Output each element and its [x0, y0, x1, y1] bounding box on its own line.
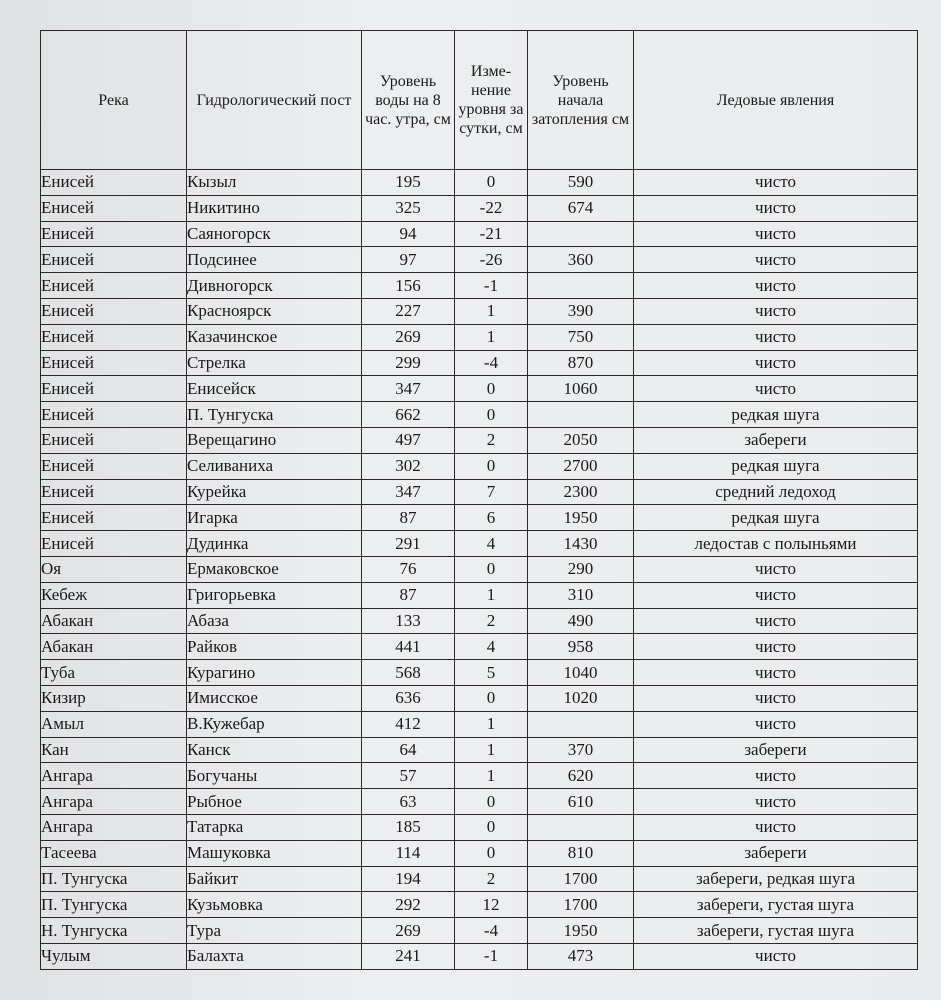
cell-level-change: 5	[455, 660, 528, 686]
cell-water-level: 87	[362, 505, 455, 531]
cell-flood-level	[528, 402, 634, 428]
cell-post: Красноярск	[187, 298, 362, 324]
cell-flood-level: 870	[528, 350, 634, 376]
table-row	[41, 195, 918, 221]
cell-level-change: 1	[455, 737, 528, 763]
cell-flood-level: 290	[528, 556, 634, 582]
cell-post: Ермаковское	[187, 556, 362, 582]
cell-water-level: 185	[362, 814, 455, 840]
cell-ice-conditions: чисто	[634, 298, 918, 324]
table-row	[41, 170, 918, 196]
cell-river: Енисей	[41, 505, 187, 531]
cell-ice-conditions: чисто	[634, 350, 918, 376]
cell-water-level: 412	[362, 711, 455, 737]
cell-ice-conditions: забереги	[634, 737, 918, 763]
cell-post: Балахта	[187, 943, 362, 969]
cell-water-level: 568	[362, 660, 455, 686]
cell-river: Енисей	[41, 273, 187, 299]
cell-ice-conditions: чисто	[634, 943, 918, 969]
cell-level-change: -21	[455, 221, 528, 247]
cell-post: Канск	[187, 737, 362, 763]
cell-flood-level: 390	[528, 298, 634, 324]
cell-level-change: 0	[455, 453, 528, 479]
cell-level-change: -26	[455, 247, 528, 273]
table-row	[41, 737, 918, 763]
cell-level-change: 0	[455, 789, 528, 815]
cell-flood-level: 810	[528, 840, 634, 866]
cell-water-level: 347	[362, 376, 455, 402]
cell-flood-level	[528, 273, 634, 299]
table-row	[41, 402, 918, 428]
cell-ice-conditions: чисто	[634, 556, 918, 582]
cell-water-level: 291	[362, 531, 455, 557]
table-row	[41, 505, 918, 531]
cell-post: Григорьевка	[187, 582, 362, 608]
cell-flood-level	[528, 814, 634, 840]
cell-level-change: 1	[455, 324, 528, 350]
cell-river: Енисей	[41, 195, 187, 221]
cell-flood-level: 590	[528, 170, 634, 196]
cell-flood-level: 674	[528, 195, 634, 221]
cell-water-level: 133	[362, 608, 455, 634]
cell-level-change: 0	[455, 814, 528, 840]
cell-river: Енисей	[41, 479, 187, 505]
cell-river: Чулым	[41, 943, 187, 969]
cell-flood-level: 1040	[528, 660, 634, 686]
cell-water-level: 64	[362, 737, 455, 763]
table-body	[41, 170, 918, 970]
cell-ice-conditions: ледостав с полыньями	[634, 531, 918, 557]
cell-level-change: 6	[455, 505, 528, 531]
cell-post: Селиваниха	[187, 453, 362, 479]
cell-flood-level: 2700	[528, 453, 634, 479]
cell-water-level: 269	[362, 324, 455, 350]
cell-level-change: 0	[455, 685, 528, 711]
cell-water-level: 299	[362, 350, 455, 376]
cell-river: Абакан	[41, 634, 187, 660]
cell-water-level: 662	[362, 402, 455, 428]
cell-post: Дудинка	[187, 531, 362, 557]
cell-flood-level: 473	[528, 943, 634, 969]
cell-flood-level: 2050	[528, 427, 634, 453]
cell-flood-level: 750	[528, 324, 634, 350]
table-row	[41, 273, 918, 299]
cell-water-level: 292	[362, 892, 455, 918]
cell-water-level: 97	[362, 247, 455, 273]
cell-ice-conditions: чисто	[634, 789, 918, 815]
header-change: Изме-нение уровня за сутки, см	[455, 31, 528, 170]
cell-level-change: 0	[455, 402, 528, 428]
cell-level-change: 0	[455, 376, 528, 402]
cell-river: Н. Тунгуска	[41, 918, 187, 944]
cell-flood-level: 610	[528, 789, 634, 815]
cell-post: Подсинее	[187, 247, 362, 273]
cell-level-change: 1	[455, 582, 528, 608]
cell-flood-level: 360	[528, 247, 634, 273]
cell-flood-level: 958	[528, 634, 634, 660]
cell-ice-conditions: забереги, густая шуга	[634, 892, 918, 918]
cell-flood-level: 620	[528, 763, 634, 789]
cell-ice-conditions: чисто	[634, 814, 918, 840]
cell-ice-conditions: чисто	[634, 221, 918, 247]
cell-level-change: 7	[455, 479, 528, 505]
cell-level-change: 0	[455, 840, 528, 866]
cell-water-level: 636	[362, 685, 455, 711]
cell-water-level: 76	[362, 556, 455, 582]
table-row	[41, 556, 918, 582]
cell-post: Игарка	[187, 505, 362, 531]
header-post: Гидрологический пост	[187, 31, 362, 170]
cell-flood-level: 1950	[528, 918, 634, 944]
cell-water-level: 227	[362, 298, 455, 324]
cell-water-level: 269	[362, 918, 455, 944]
cell-ice-conditions: чисто	[634, 324, 918, 350]
cell-flood-level: 490	[528, 608, 634, 634]
table-row	[41, 453, 918, 479]
cell-river: Енисей	[41, 376, 187, 402]
hydrology-table	[40, 30, 918, 970]
cell-river: Ангара	[41, 814, 187, 840]
table-row	[41, 814, 918, 840]
cell-river: П. Тунгуска	[41, 866, 187, 892]
cell-post: Стрелка	[187, 350, 362, 376]
table-row	[41, 866, 918, 892]
cell-river: Кебеж	[41, 582, 187, 608]
cell-river: Кан	[41, 737, 187, 763]
cell-level-change: 4	[455, 531, 528, 557]
cell-post: Богучаны	[187, 763, 362, 789]
cell-level-change: -1	[455, 943, 528, 969]
cell-ice-conditions: чисто	[634, 170, 918, 196]
cell-water-level: 497	[362, 427, 455, 453]
table-row	[41, 634, 918, 660]
cell-ice-conditions: забереги, редкая шуга	[634, 866, 918, 892]
cell-ice-conditions: чисто	[634, 195, 918, 221]
cell-flood-level: 1700	[528, 866, 634, 892]
cell-river: Енисей	[41, 453, 187, 479]
cell-water-level: 94	[362, 221, 455, 247]
cell-river: Енисей	[41, 298, 187, 324]
cell-ice-conditions: чисто	[634, 247, 918, 273]
cell-level-change: -1	[455, 273, 528, 299]
cell-river: Тасеева	[41, 840, 187, 866]
header-river: Река	[41, 31, 187, 170]
cell-flood-level: 1950	[528, 505, 634, 531]
cell-water-level: 302	[362, 453, 455, 479]
cell-ice-conditions: чисто	[634, 660, 918, 686]
cell-level-change: 2	[455, 866, 528, 892]
header-ice: Ледовые явления	[634, 31, 918, 170]
cell-level-change: 0	[455, 170, 528, 196]
table-row	[41, 608, 918, 634]
table-row	[41, 531, 918, 557]
cell-river: Енисей	[41, 350, 187, 376]
header-row	[41, 31, 918, 170]
cell-ice-conditions: забереги	[634, 840, 918, 866]
cell-river: Туба	[41, 660, 187, 686]
table-row	[41, 247, 918, 273]
cell-flood-level	[528, 711, 634, 737]
cell-post: Татарка	[187, 814, 362, 840]
cell-level-change: -22	[455, 195, 528, 221]
header-level: Уровень воды на 8 час. утра, см	[362, 31, 455, 170]
table-row	[41, 892, 918, 918]
cell-post: Кузьмовка	[187, 892, 362, 918]
cell-water-level: 195	[362, 170, 455, 196]
cell-flood-level: 1430	[528, 531, 634, 557]
table-row	[41, 221, 918, 247]
cell-level-change: -4	[455, 918, 528, 944]
cell-level-change: 1	[455, 298, 528, 324]
cell-post: Кызыл	[187, 170, 362, 196]
cell-river: Амыл	[41, 711, 187, 737]
cell-flood-level: 370	[528, 737, 634, 763]
cell-flood-level: 1020	[528, 685, 634, 711]
cell-post: Рыбное	[187, 789, 362, 815]
cell-ice-conditions: чисто	[634, 763, 918, 789]
cell-post: Верещагино	[187, 427, 362, 453]
cell-post: Курейка	[187, 479, 362, 505]
cell-river: Абакан	[41, 608, 187, 634]
cell-ice-conditions: чисто	[634, 634, 918, 660]
table-row	[41, 479, 918, 505]
cell-ice-conditions: забереги	[634, 427, 918, 453]
cell-water-level: 441	[362, 634, 455, 660]
cell-flood-level: 310	[528, 582, 634, 608]
table-row	[41, 324, 918, 350]
cell-water-level: 241	[362, 943, 455, 969]
cell-ice-conditions: средний ледоход	[634, 479, 918, 505]
cell-level-change: 1	[455, 763, 528, 789]
cell-ice-conditions: чисто	[634, 376, 918, 402]
cell-water-level: 57	[362, 763, 455, 789]
table-row	[41, 789, 918, 815]
table-row	[41, 582, 918, 608]
table-row	[41, 711, 918, 737]
cell-ice-conditions: редкая шуга	[634, 453, 918, 479]
cell-level-change: -4	[455, 350, 528, 376]
cell-flood-level: 1700	[528, 892, 634, 918]
cell-post: Машуковка	[187, 840, 362, 866]
cell-river: Енисей	[41, 324, 187, 350]
cell-post: Имисское	[187, 685, 362, 711]
cell-water-level: 87	[362, 582, 455, 608]
cell-level-change: 2	[455, 608, 528, 634]
cell-post: Дивногорск	[187, 273, 362, 299]
cell-post: Никитино	[187, 195, 362, 221]
table-row	[41, 918, 918, 944]
cell-river: Енисей	[41, 427, 187, 453]
cell-ice-conditions: чисто	[634, 582, 918, 608]
cell-flood-level: 1060	[528, 376, 634, 402]
table-row	[41, 427, 918, 453]
cell-level-change: 4	[455, 634, 528, 660]
table-row	[41, 685, 918, 711]
cell-river: Енисей	[41, 531, 187, 557]
cell-level-change: 12	[455, 892, 528, 918]
cell-ice-conditions: редкая шуга	[634, 505, 918, 531]
cell-level-change: 1	[455, 711, 528, 737]
cell-flood-level: 2300	[528, 479, 634, 505]
cell-post: Байкит	[187, 866, 362, 892]
cell-flood-level	[528, 221, 634, 247]
cell-post: Тура	[187, 918, 362, 944]
cell-ice-conditions: чисто	[634, 711, 918, 737]
cell-ice-conditions: чисто	[634, 685, 918, 711]
cell-river: Енисей	[41, 247, 187, 273]
table-row	[41, 763, 918, 789]
cell-river: П. Тунгуска	[41, 892, 187, 918]
cell-ice-conditions: чисто	[634, 608, 918, 634]
cell-water-level: 325	[362, 195, 455, 221]
cell-post: Курагино	[187, 660, 362, 686]
cell-water-level: 114	[362, 840, 455, 866]
cell-ice-conditions: забереги, густая шуга	[634, 918, 918, 944]
cell-post: Абаза	[187, 608, 362, 634]
cell-post: Саяногорск	[187, 221, 362, 247]
cell-river: Оя	[41, 556, 187, 582]
cell-post: Енисейск	[187, 376, 362, 402]
cell-river: Ангара	[41, 789, 187, 815]
table-row	[41, 660, 918, 686]
table-row	[41, 840, 918, 866]
cell-river: Енисей	[41, 402, 187, 428]
cell-level-change: 2	[455, 427, 528, 453]
table-header	[41, 31, 918, 170]
cell-river: Енисей	[41, 221, 187, 247]
cell-river: Кизир	[41, 685, 187, 711]
cell-water-level: 63	[362, 789, 455, 815]
table-row	[41, 943, 918, 969]
cell-level-change: 0	[455, 556, 528, 582]
header-flood-level: Уровень начала затопления см	[528, 31, 634, 170]
cell-post: П. Тунгуска	[187, 402, 362, 428]
cell-river: Ангара	[41, 763, 187, 789]
cell-post: Райков	[187, 634, 362, 660]
cell-water-level: 194	[362, 866, 455, 892]
cell-water-level: 347	[362, 479, 455, 505]
table-row	[41, 350, 918, 376]
cell-river: Енисей	[41, 170, 187, 196]
cell-ice-conditions: редкая шуга	[634, 402, 918, 428]
cell-water-level: 156	[362, 273, 455, 299]
cell-ice-conditions: чисто	[634, 273, 918, 299]
cell-post: В.Кужебар	[187, 711, 362, 737]
cell-post: Казачинское	[187, 324, 362, 350]
table-row	[41, 298, 918, 324]
table-row	[41, 376, 918, 402]
